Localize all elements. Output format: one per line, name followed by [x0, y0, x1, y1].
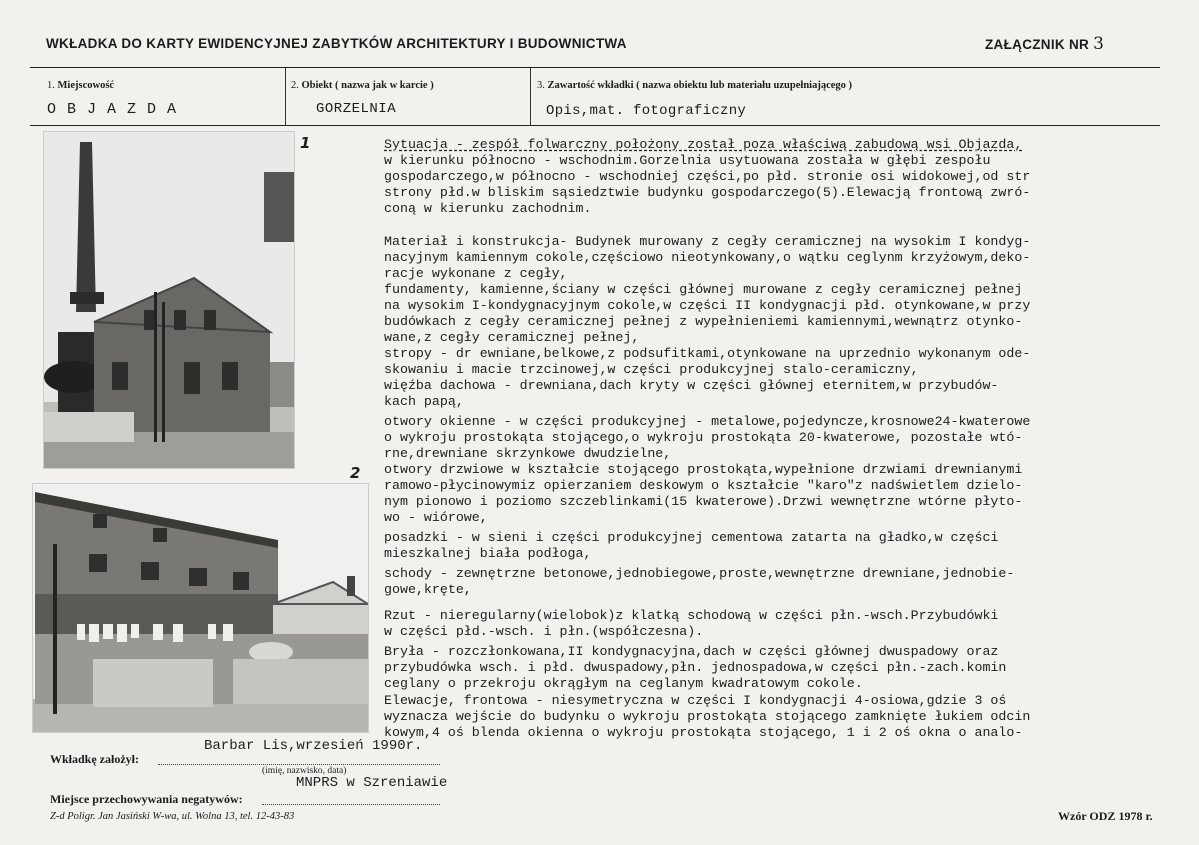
field-1-value: O B J A Z D A — [47, 101, 178, 118]
founder-label: Wkładkę założył: — [50, 752, 139, 766]
field-3-label-text: Zawartość wkładki ( nazwa obiektu lub materiału uzupełniającego ) — [547, 80, 853, 91]
photo-2-number: 2 — [350, 464, 361, 482]
annex-label-text: ZAŁĄCZNIK NR — [985, 37, 1090, 52]
field-1-label-text: Miejscowość — [57, 80, 115, 91]
description-line: coną w kierunku zachodnim. — [384, 201, 592, 216]
text-line: Sytuacja - zespół folwarczny położony został poza właściwą zabudową wsi Objazda, — [384, 137, 1023, 152]
field-2-value: GORZELNIA — [316, 101, 397, 117]
printer-imprint: Z-d Poligr. Jan Jasiński W-wa, ul. Wolna 13, tel. 12-43-83 — [50, 811, 295, 822]
description-line: wyznacza wejście do budynku o wykroju prostokąta stojącego zamknięte łukiem odcin — [384, 709, 1031, 724]
description-line: ramowo-płycinowymiz opierzaniem deskowym o kształcie "karo"z nadświetlem dzielo- — [384, 478, 1023, 493]
description-line: rne,drewniane skrzynkowe dwudzielne, — [384, 446, 672, 461]
description-line-1 — [384, 137, 1199, 153]
fields-rule — [30, 125, 1160, 126]
field-3-num: 3. — [537, 80, 545, 91]
storage-value: MNPRS w Szreniawie — [296, 775, 448, 791]
photo-distillery-front — [43, 131, 295, 469]
description-line: Elewacje, frontowa - niesymetryczna w części I kondygnacji 4-osiowa,gdzie 3 oś — [384, 693, 1007, 708]
photo-1-number: 1 — [300, 134, 311, 152]
field-divider-1 — [285, 68, 286, 126]
photo-distillery-side — [32, 483, 369, 733]
storage-dotted-line — [262, 804, 440, 805]
description-line: skowaniu i macie trzcinowej,w części produkcyjnej stalo-ceramiczny, — [384, 362, 919, 377]
founder-dotted-line — [158, 764, 440, 765]
description-line: ceglany o przekroju okrągłym na ceglanym kwadratowym cokole. — [384, 676, 863, 691]
form-title: WKŁADKA DO KARTY EWIDENCYJNEJ ZABYTKÓW ARCHITEKTURY I BUDOWNICTWA — [46, 36, 627, 51]
description-line: otwory okienne - w części produkcyjnej - metalowe,pojedyncze,krosnowe24-kwaterowe — [384, 414, 1031, 429]
description-line: wane,z cegły ceramicznej pełnej, — [384, 330, 640, 345]
description-line: strony płd.w bliskim sąsiedztwie budynku gospodarczego(5).Elewacją frontową zwró- — [384, 185, 1031, 200]
description-line: Bryła - rozczłonkowana,II kondygnacyjna,dach w części głównej dwuspadowy oraz — [384, 644, 999, 659]
description-line: kach papą, — [384, 394, 464, 409]
annex-label — [985, 34, 1104, 54]
field-3-value: Opis,mat. fotograficzny — [546, 103, 747, 119]
description-line: mieszkalnej biała podłoga, — [384, 546, 592, 561]
description-line: Rzut - nieregularny(wielobok)z klatką schodową w części płn.-wsch.Przybudówki — [384, 608, 999, 623]
field-1-num: 1. — [47, 80, 55, 91]
description-line: więźba dachowa - drewniana,dach kryty w części głównej eternitem,w przybudów- — [384, 378, 999, 393]
field-2-label — [291, 80, 434, 91]
description-line: gowe,kręte, — [384, 582, 472, 597]
description-line: wo - wiórowe, — [384, 510, 488, 525]
description-line: budówkach z cegły ceramicznej pełnej z wypełnieniemi kamiennymi,wewnątrz otynko- — [384, 314, 1023, 329]
description-line: nacyjnym kamiennym cokole,częściowo nieotynkowany,o wątku ceglynm krzyżowym,deko- — [384, 250, 1031, 265]
storage-label: Miejsce przechowywania negatywów: — [50, 792, 243, 806]
header-rule — [30, 67, 1160, 68]
description-line: przybudówka wsch. i płd. dwuspadowy,płn. jednospadowa,w części płn.-zach.komin — [384, 660, 1007, 675]
field-3-label — [537, 80, 852, 91]
annex-number: 3 — [1093, 34, 1105, 54]
form-code: Wzór ODZ 1978 r. — [1058, 809, 1153, 823]
description-line: o wykroju prostokąta stojącego,o wykroju prostokąta 20-kwaterowe, pozostałe wtó- — [384, 430, 1023, 445]
field-divider-2 — [530, 68, 531, 126]
description-line: racje wykonane z cegły, — [384, 266, 568, 281]
description-line: posadzki - w sieni i części produkcyjnej cementowa zatarta na gładko,w części — [384, 530, 999, 545]
description-line: nym pionowo i poziomo szczeblinkami(15 kwaterowe).Drzwi wewnętrzne wtórne płyto- — [384, 494, 1023, 509]
description-line: w części płd.-wsch. i płn.(współczesna). — [384, 624, 704, 639]
field-2-num: 2. — [291, 80, 299, 91]
description-line: w kierunku północno - wschodnim.Gorzelnia usytuowana została w głębi zespołu — [384, 153, 991, 168]
description-line: na wysokim I-kondygnacyjnym cokole,w części II kondygnacji płd. otynkowane,w przy — [384, 298, 1031, 313]
founder-value: Barbar Lis,wrzesień 1990r. — [204, 738, 423, 754]
description-line: schody - zewnętrzne betonowe,jednobiegowe,proste,wewnętrzne drewniane,jednobie- — [384, 566, 1015, 581]
description-line: gospodarczego,w północno - wschodniej części,po płd. stronie osi widokowej,od str — [384, 169, 1031, 184]
description-line: stropy - dr ewniane,belkowe,z podsufitkami,otynkowane na uprzednio wykonanym ode- — [384, 346, 1031, 361]
description-line: fundamenty, kamienne,ściany w części głównej murowane z cegły ceramicznej pełnej — [384, 282, 1023, 297]
field-2-label-text: Obiekt ( nazwa jak w karcie ) — [301, 80, 434, 91]
field-1-label — [47, 80, 114, 91]
description-line: otwory drzwiowe w kształcie stojącego prostokąta,wypełnione drzwiami drewnianymi — [384, 462, 1023, 477]
founder-hint: (imię, nazwisko, data) — [262, 766, 347, 776]
description-line: kowym,4 oś blenda okienna o wykroju prostokąta stojącego, 1 i 2 oś okna o analo- — [384, 725, 1023, 740]
description-line: Materiał i konstrukcja- Budynek murowany z cegły ceramicznej na wysokim I kondyg- — [384, 234, 1031, 249]
